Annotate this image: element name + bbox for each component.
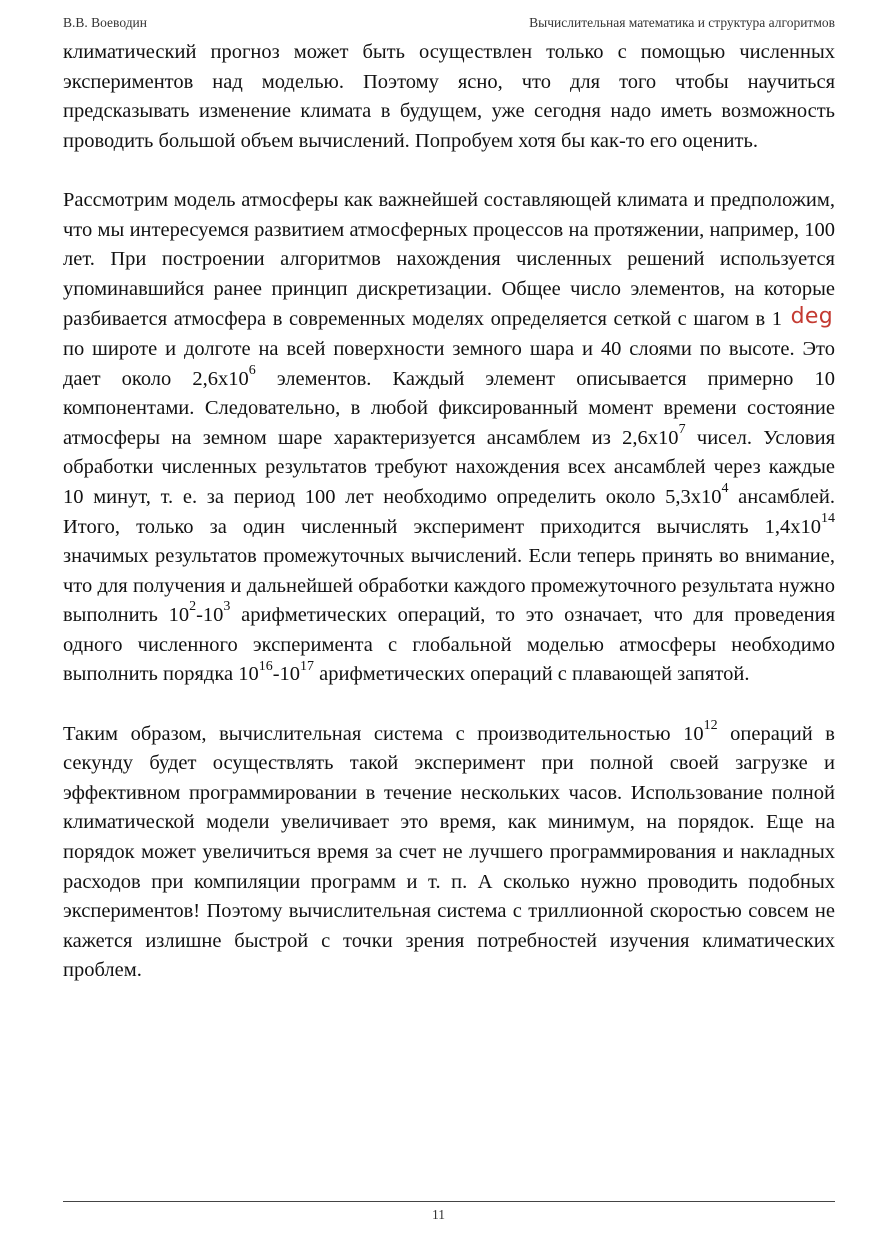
p2-exp-6: 3 <box>223 599 231 615</box>
page-header <box>63 14 835 32</box>
p2-text-2: по широте и долготе на всей поверхности земного шара и 40 слоями по высоте. Это дает около 2,6х10 <box>63 337 835 390</box>
p3-text-1: Таким образом, вычислительная система с производительностью 10 <box>63 722 704 745</box>
deg-image: deg <box>790 304 833 330</box>
p2-text-1: Рассмотрим модель атмосферы как важнейшей составляющей климата и предположим, что мы интересуемся развитием атмосферных процессов на протяжении, например, 100 лет. При построении алгоритмов нахождения численных решений используется упоминавшийся ранее принцип дискретизации. Общее число элементов, на которые разбивается атмосфера в современных моделях определяется сеткой с шагом в 1 <box>63 188 835 331</box>
p2-text-10: арифметических операций с плавающей запятой. <box>319 663 750 686</box>
header-author: В.В. Воеводин <box>63 15 148 30</box>
p2-exp-1: 6 <box>248 362 256 378</box>
header-title: Вычислительная математика и структура алгоритмов <box>529 15 835 30</box>
p2-exp-8: 17 <box>300 658 315 674</box>
paragraph-1 <box>63 38 835 156</box>
page-number: 11 <box>432 1207 445 1222</box>
p2-text-7: -10 <box>196 604 224 627</box>
p2-text-5: ансамблей. Итого, только за один численный эксперимент приходится вычислять 1,4х10 <box>63 485 836 538</box>
p2-exp-2: 7 <box>678 421 686 437</box>
p2-text-3: элементов. Каждый элемент описывается примерно 10 компонентами. Следовательно, в любой фиксированный момент времени состояние атмосферы на земном шаре характеризуется ансамблем из 2,6х10 <box>63 367 835 449</box>
page-body <box>63 38 835 986</box>
p2-exp-3: 4 <box>721 481 729 497</box>
p2-exp-7: 16 <box>258 658 273 674</box>
footer-divider <box>63 1201 835 1202</box>
p3-text-2: операций в секунду будет осуществлять такой эксперимент при полной своей загрузке и эффективном программировании в течение нескольких часов. Использование полной климатической модели увеличивает это время, как минимум, на порядок. Еще на порядок может увеличиться время за счет не лучшего программирования и накладных расходов при компиляции программ и т. п. А сколько нужно проводить подобных экспериментов! Поэтому вычислительная система с триллионной скоростью совсем не кажется излишне быстрой с точки зрения потребностей изучения климатических проблем. <box>63 722 835 982</box>
p2-text-9: -10 <box>272 663 301 686</box>
p2-exp-5: 2 <box>189 599 197 615</box>
p2-text-8: арифметических операций, то это означает, что для проведения одного численного эксперимента с глобальной моделью атмосферы необходимо выполнить порядка 10 <box>63 604 836 686</box>
p3-exp-1: 12 <box>703 717 718 733</box>
paragraph-1-text: климатический прогноз может быть осуществлен только с помощью численных экспериментов над моделью. Поэтому ясно, что для того чтобы научиться предсказывать изменение климата в будущем, уже сегодня надо иметь возможность проводить большой объем вычислений. Попробуем хотя бы как-то его оценить. <box>63 41 835 152</box>
p2-text-6: значимых результатов промежуточных вычислений. Если теперь принять во внимание, что для получения и дальнейшей обработки каждого промежуточного результата нужно выполнить 10 <box>63 545 835 627</box>
p2-text-4: чисел. Условия обработки численных результатов требуют нахождения всех ансамблей через каждые 10 минут, т. е. за период 100 лет необходимо определить около 5,3х10 <box>63 426 836 508</box>
paragraph-2 <box>63 186 835 690</box>
p2-exp-4: 14 <box>821 510 835 526</box>
paragraph-3 <box>63 717 835 986</box>
